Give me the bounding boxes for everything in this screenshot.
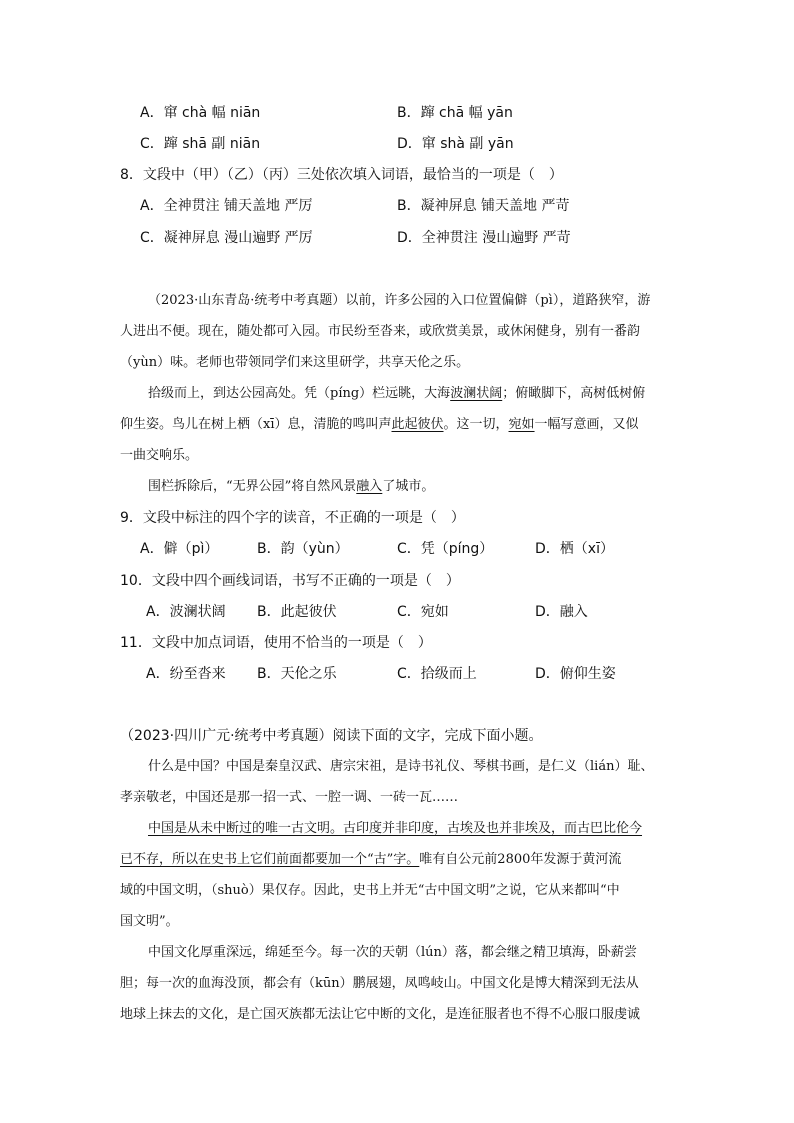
q11-stem: 11．文段中加点词语，使用不恰当的一项是（ ） — [120, 635, 432, 651]
q9-option-c: C．凭（píng） — [397, 541, 494, 557]
passage1-line — [120, 415, 639, 435]
underlined-sentence: 已不存，所以在史书上它们前面都要加一个“古”字。 — [120, 852, 420, 867]
passage2-line: 胆；每一次的血海没顶，都会有（kūn）鹏展翅，凤鸣岐山。中国文化是博大精深到无法从 — [120, 976, 639, 991]
q8-option-b: B．凝神屏息 铺天盖地 严苛 — [397, 198, 570, 214]
q11-option-c: C．拾级而上 — [397, 666, 477, 682]
text-segment: 。这一切， — [443, 417, 509, 432]
underlined-word: 融入 — [356, 479, 383, 494]
q10-option-c: C．宛如 — [397, 604, 449, 620]
q10-option-d: D．融入 — [535, 604, 588, 620]
q11-option-a: A．纷至沓来 — [146, 666, 226, 682]
q7-option-c: C．蹿 shā 副 niān — [140, 136, 261, 152]
q9-option-d: D．栖（xī） — [535, 541, 614, 557]
passage2-line — [120, 850, 621, 870]
passage2-line: 什么是中国？中国是秦皇汉武、唐宗宋祖，是诗书礼仪、琴棋书画，是仁义（lián）耻、 — [148, 759, 654, 774]
underlined-word: 此起彼伏 — [391, 417, 444, 432]
q11-option-b: B．天伦之乐 — [257, 666, 337, 682]
q9-option-a: A．僻（pì） — [140, 541, 219, 557]
q7-option-d: D．窜 shà 副 yān — [397, 136, 514, 152]
text-segment: 拾级而上，到达公园高处。凭（píng）栏远眺，大海 — [148, 386, 451, 401]
passage2-underlined-line: 中国是从未中断过的唯一古文明。古印度并非印度，古埃及也并非埃及，而古巴比伦今 — [148, 821, 643, 836]
passage2-line: 孝亲敬老，中国还是那一招一式、一腔一调、一砖一瓦…… — [120, 790, 459, 805]
underlined-word: 波澜状阔 — [450, 386, 503, 401]
q8-stem: 8．文段中（甲）（乙）（丙）三处依次填入词语，最恰当的一项是（ ） — [120, 167, 563, 183]
q10-option-b: B．此起彼伏 — [257, 604, 337, 620]
text-segment: 一幅写意画，又似 — [534, 417, 639, 432]
text-segment: 仰生姿。鸟儿在树上栖（xī）息，清脆的鸣叫声 — [120, 417, 392, 432]
text-segment: 了城市。 — [382, 479, 435, 494]
q8-option-c: C．凝神屏息 漫山遍野 严厉 — [140, 230, 313, 246]
text-segment: 唯有自公元前2800年发源于黄河流 — [419, 852, 622, 867]
passage1-line: （yùn）味。老师也带领同学们来这里研学，共享天伦之乐。 — [120, 355, 470, 370]
passage2-line: 国文明”。 — [120, 914, 179, 929]
q9-stem: 9．文段中标注的四个字的读音，不正确的一项是（ ） — [120, 510, 465, 526]
passage1-line: 一曲交响乐。 — [120, 448, 199, 463]
q8-option-d: D．全神贯注 漫山遍野 严苛 — [397, 230, 571, 246]
q10-stem: 10．文段中四个画线词语，书写不正确的一项是（ ） — [120, 573, 460, 589]
q7-option-b: B．蹿 chā 幅 yān — [397, 105, 513, 121]
text-segment: 围栏拆除后，“无界公园”将自然风景 — [148, 479, 357, 494]
q10-option-a: A．波澜状阔 — [146, 604, 226, 620]
passage2-intro: （2023·四川广元·统考中考真题）阅读下面的文字，完成下面小题。 — [120, 728, 543, 744]
passage1-line: 人进出不便。现在，随处都可入园。市民纷至沓来，或欣赏美景，或休闲健身，别有一番韵 — [120, 324, 641, 339]
q11-option-d: D．俯仰生姿 — [535, 666, 616, 682]
passage2-line: 域的中国文明，（shuò）果仅存。因此，史书上并无“古中国文明”之说，它从来都叫“中 — [120, 883, 620, 898]
passage1-line — [148, 384, 645, 404]
underlined-word: 宛如 — [508, 417, 535, 432]
passage2-line: 中国文化厚重深远，绵延至今。每一次的天朝（lún）落，都会继之精卫填海，卧薪尝 — [148, 945, 637, 960]
q7-option-a: A．窜 chà 幅 niān — [140, 105, 261, 121]
text-segment: ；俯瞰脚下，高树低树俯 — [502, 386, 646, 401]
passage2-line: 地球上抹去的文化，是亡国灭族都无法让它中断的文化，是连征服者也不得不心服口服虔诚 — [120, 1007, 641, 1022]
q8-option-a: A．全神贯注 铺天盖地 严厉 — [140, 198, 313, 214]
passage1-line — [148, 477, 434, 497]
passage1-line: （2023·山东青岛·统考中考真题）以前，许多公园的入口位置偏僻（pì），道路狭窄，游 — [148, 293, 651, 308]
q9-option-b: B．韵（yùn） — [257, 541, 349, 557]
